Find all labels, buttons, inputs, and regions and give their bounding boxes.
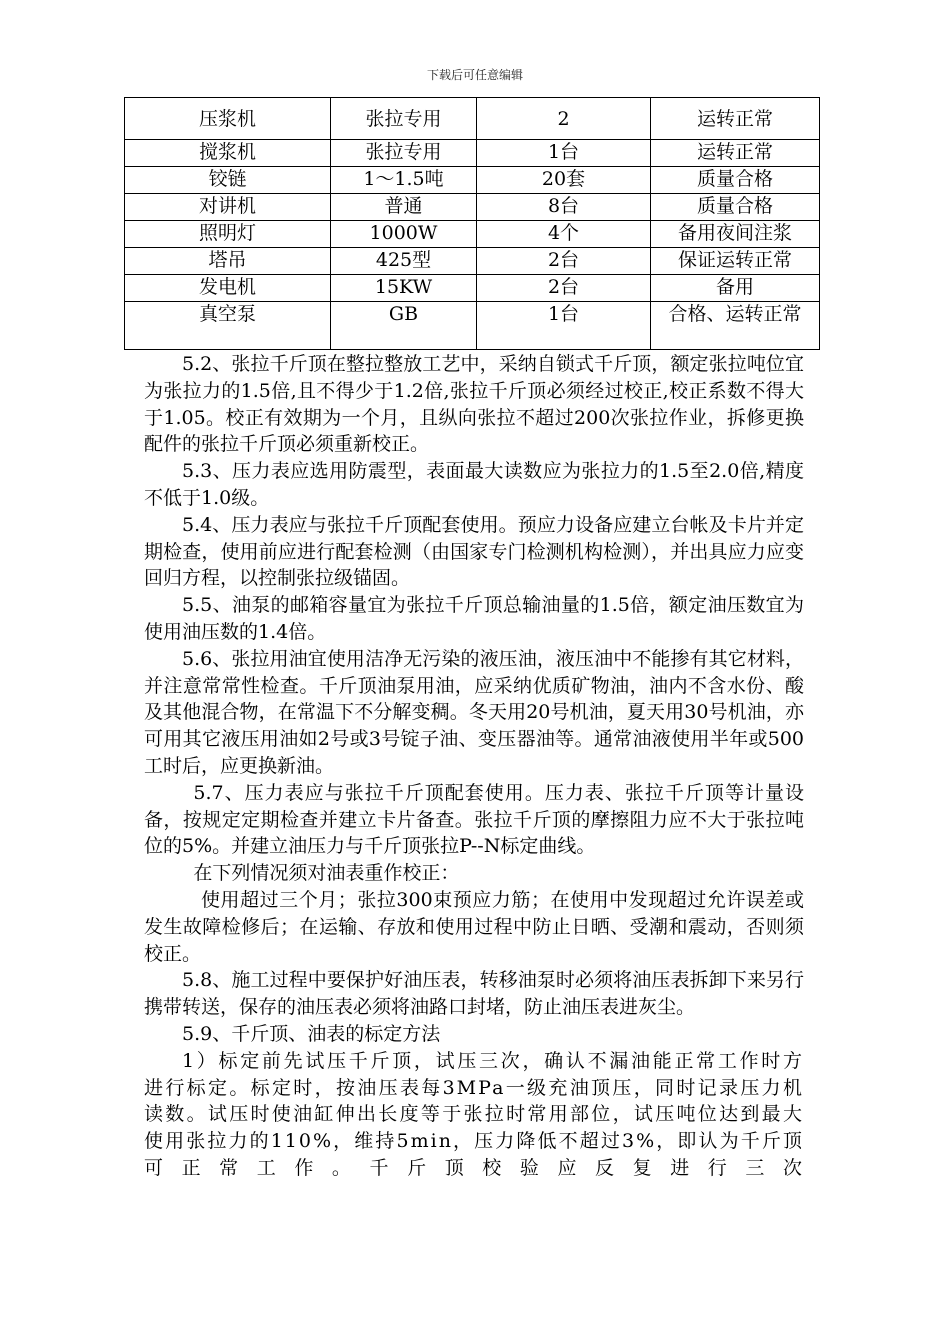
table-cell: 张拉专用 xyxy=(331,98,477,140)
table-cell: 4个 xyxy=(477,221,651,248)
page-header: 下载后可任意编辑 xyxy=(426,68,523,82)
table-cell: 1～1.5吨 xyxy=(331,167,477,194)
paragraph: 5.5、油泵的邮箱容量宜为张拉千斤顶总输油量的1.5倍，额定油压数宜为使用油压数的1.4倍。 xyxy=(144,594,804,643)
table-cell: 2台 xyxy=(477,275,651,302)
table-cell: 备用 xyxy=(651,275,820,302)
body-text xyxy=(144,351,804,1182)
table-row xyxy=(125,275,820,302)
table-cell: 合格、运转正常 xyxy=(651,302,820,350)
table-cell: 压浆机 xyxy=(125,98,331,140)
table-row xyxy=(125,221,820,248)
table-cell: 8台 xyxy=(477,194,651,221)
table-row xyxy=(125,98,820,140)
table-cell: 对讲机 xyxy=(125,194,331,221)
table-cell: 发电机 xyxy=(125,275,331,302)
paragraph: 在下列情况须对油表重作校正： xyxy=(193,862,460,885)
table-cell: 运转正常 xyxy=(651,140,820,167)
paragraph: 1）标定前先试压千斤顶，试压三次，确认不漏油能正常工作时方进行标定。标定时，按油压表每3MPa一级充油顶压，同时记录压力机读数。试压时使油缸伸出长度等于张拉时常用部位，试压吨位达到最大使用张拉力的110%，维持5min，压力降低不超过3%，即认为千斤顶可正常工作。千斤顶校验应反复进行三次 xyxy=(144,1049,804,1179)
table-cell: 真空泵 xyxy=(125,302,331,350)
table-cell: 备用夜间注浆 xyxy=(651,221,820,248)
paragraph: 5.4、压力表应与张拉千斤顶配套使用。预应力设备应建立台帐及卡片并定期检查，使用前应进行配套检测（由国家专门检测机构检测），并出具应力应变回归方程，以控制张拉级锚固。 xyxy=(144,513,804,590)
table-cell: 普通 xyxy=(331,194,477,221)
table-cell: 搅浆机 xyxy=(125,140,331,167)
table-cell: 保证运转正常 xyxy=(651,248,820,275)
table-cell: 1台 xyxy=(477,140,651,167)
table-cell: 1台 xyxy=(477,302,651,350)
table-cell: 质量合格 xyxy=(651,167,820,194)
table-cell: 张拉专用 xyxy=(331,140,477,167)
table-cell: 2台 xyxy=(477,248,651,275)
table-cell: GB xyxy=(331,302,477,350)
table-cell: 运转正常 xyxy=(651,98,820,140)
paragraph: 5.8、施工过程中要保护好油压表，转移油泵时必须将油压表拆卸下来另行携带转送，保存的油压表必须将油路口封堵，防止油压表进灰尘。 xyxy=(144,969,804,1019)
table-cell: 塔吊 xyxy=(125,248,331,275)
table-cell: 15KW xyxy=(331,275,477,302)
table-cell: 质量合格 xyxy=(651,194,820,221)
table-cell: 照明灯 xyxy=(125,221,331,248)
paragraph: 5.2、张拉千斤顶在整拉整放工艺中，采纳自锁式千斤顶，额定张拉吨位宜为张拉力的1.5倍,且不得少于1.2倍,张拉千斤顶必须经过校正,校正系数不得大于1.05。校正有效期为一个月，且纵向张拉不超过200次张拉作业，拆修更换配件的张拉千斤顶必须重新校正。 xyxy=(144,353,804,456)
paragraph: 5.7、压力表应与张拉千斤顶配套使用。压力表、张拉千斤顶等计量设备，按规定定期检查并建立卡片备查。张拉千斤顶的摩擦阻力应不大于张拉吨位的5%。并建立油压力与千斤顶张拉P--N标定曲线。 xyxy=(144,781,804,858)
table-row xyxy=(125,248,820,275)
table-row xyxy=(125,140,820,167)
table-cell: 20套 xyxy=(477,167,651,194)
paragraph: 使用超过三个月；张拉300束预应力筋；在使用中发现超过允许误差或发生故障检修后；在运输、存放和使用过程中防止日晒、受潮和震动，否则须校正。 xyxy=(144,888,804,965)
table-cell: 425型 xyxy=(331,248,477,275)
paragraph: 5.3、压力表应选用防震型，表面最大读数应为张拉力的1.5至2.0倍,精度不低于1.0级。 xyxy=(144,460,804,509)
paragraph: 5.9、千斤顶、油表的标定方法 xyxy=(182,1022,441,1045)
table-cell: 1000W xyxy=(331,221,477,248)
paragraph: 5.6、张拉用油宜使用洁净无污染的液压油，液压油中不能掺有其它材料，并注意常常性检查。千斤顶油泵用油，应采纳优质矿物油，油内不含水份、酸及其他混合物，在常温下不分解变稠。冬天用20号机油，夏天用30号机油，亦可用其它液压用油如2号或3号锭子油、变压器油等。通常油液使用半年或500工时后，应更换新油。 xyxy=(144,647,804,777)
table-row xyxy=(125,194,820,221)
table-row xyxy=(125,302,820,350)
table-row xyxy=(125,167,820,194)
table-cell: 2 xyxy=(477,98,651,140)
equipment-table xyxy=(124,97,820,350)
table-cell: 铰链 xyxy=(125,167,331,194)
